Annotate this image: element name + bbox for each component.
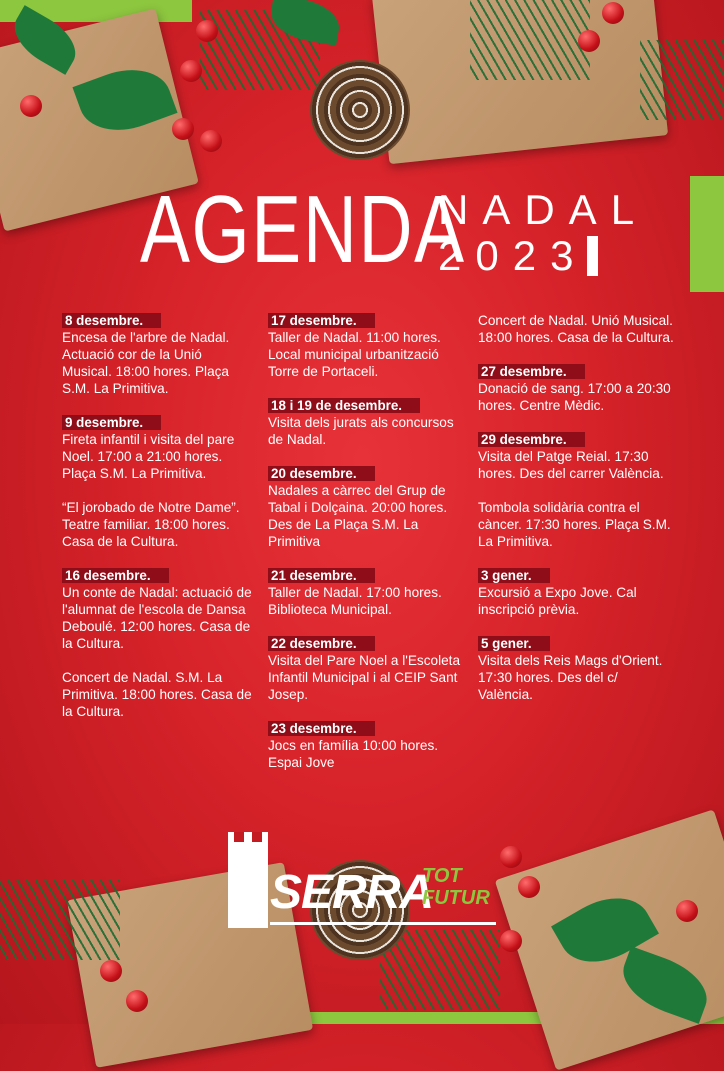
agenda-entry — [62, 499, 252, 550]
agenda-entry — [478, 635, 674, 703]
entry-date: 22 desembre. — [268, 636, 375, 651]
entry-text: Visita del Patge Reial. 17:30 hores. Des del carrer València. — [478, 449, 664, 481]
agenda-entry — [478, 499, 674, 550]
entry-text: Tombola solidària contra el càncer. 17:30 hores. Plaça S.M. La Primitiva. — [478, 500, 671, 549]
pine-branch-icon — [470, 0, 590, 80]
agenda-title — [140, 176, 649, 283]
pine-branch-icon — [0, 880, 120, 960]
entry-date: 17 desembre. — [268, 313, 375, 328]
entry-date: 21 desembre. — [268, 568, 375, 583]
logo-slogan-futur: FUTUR — [422, 887, 490, 909]
pinecone-icon — [310, 60, 410, 160]
entry-text: Taller de Nadal. 17:00 hores. Biblioteca Municipal. — [268, 585, 442, 617]
entry-text: Fireta infantil i visita del pare Noel. 17:00 a 21:00 hores. Plaça S.M. La Primitiva. — [62, 432, 235, 481]
agenda-column-1 — [62, 312, 252, 737]
entry-date: 5 gener. — [478, 636, 550, 651]
entry-text: Nadales a càrrec del Grup de Tabal i Dolçaina. 20:00 hores. Des de La Plaça S.M. La Primitiva — [268, 483, 448, 549]
entry-text: Un conte de Nadal: actuació de l'alumnat de l'escola de Dansa Deboulé. 12:00 hores. Casa de la Cultura. — [62, 585, 252, 651]
holly-berry-icon — [126, 990, 148, 1012]
logo-name: SERRA — [270, 866, 434, 919]
title-year-row — [438, 234, 598, 278]
entry-text: Encesa de l'arbre de Nadal. Actuació cor de la Unió Musical. 18:00 hores. Plaça S.M. La Primitiva. — [62, 330, 230, 396]
holly-berry-icon — [602, 2, 624, 24]
entry-text: Excursió a Expo Jove. Cal inscripció prèvia. — [478, 585, 637, 617]
holly-berry-icon — [20, 95, 42, 117]
agenda-entry — [268, 720, 464, 771]
agenda-entry — [268, 397, 464, 448]
entry-text: Visita dels Reis Mags d'Orient. 17:30 hores. Des del c/ València. — [478, 653, 663, 702]
title-agenda: AGENDA — [140, 176, 466, 283]
entry-text: Concert de Nadal. S.M. La Primitiva. 18:00 hores. Casa de la Cultura. — [62, 670, 252, 719]
entry-date: 16 desembre. — [62, 568, 169, 583]
entry-text: Visita dels jurats als concursos de Nadal. — [268, 415, 454, 447]
entry-date: 29 desembre. — [478, 432, 585, 447]
logo-underline — [270, 922, 496, 925]
agenda-entry — [62, 414, 252, 482]
tower-icon — [228, 832, 268, 928]
title-nadal: NADAL — [438, 186, 649, 233]
agenda-entry — [478, 431, 674, 482]
pine-branch-icon — [640, 40, 724, 120]
agenda-column-2 — [268, 312, 464, 788]
holly-berry-icon — [172, 118, 194, 140]
entry-text: Taller de Nadal. 11:00 hores. Local municipal urbanització Torre de Portaceli. — [268, 330, 441, 379]
title-white-block — [587, 236, 598, 276]
holly-berry-icon — [578, 30, 600, 52]
holly-berry-icon — [200, 130, 222, 152]
entry-text: “El jorobado de Notre Dame”. Teatre familiar. 18:00 hores. Casa de la Cultura. — [62, 500, 240, 549]
agenda-entry — [62, 567, 252, 652]
holly-berry-icon — [180, 60, 202, 82]
title-year: 2023 — [438, 232, 588, 279]
agenda-entry — [478, 312, 674, 346]
green-accent-bar-right — [690, 176, 724, 292]
holly-berry-icon — [676, 900, 698, 922]
agenda-entry — [478, 567, 674, 618]
entry-text: Donació de sang. 17:00 a 20:30 hores. Centre Mèdic. — [478, 381, 671, 413]
title-right-block — [438, 186, 649, 279]
entry-date: 8 desembre. — [62, 313, 161, 328]
entry-date: 9 desembre. — [62, 415, 161, 430]
entry-date: 23 desembre. — [268, 721, 375, 736]
agenda-entry — [478, 363, 674, 414]
entry-date: 18 i 19 de desembre. — [268, 398, 420, 413]
serra-logo — [226, 832, 506, 932]
entry-date: 3 gener. — [478, 568, 550, 583]
agenda-entry — [62, 312, 252, 397]
agenda-column-3 — [478, 312, 674, 720]
agenda-entry — [268, 312, 464, 380]
entry-text: Jocs en família 10:00 hores. Espai Jove — [268, 738, 439, 770]
holly-berry-icon — [518, 876, 540, 898]
logo-slogan-tot: TOT — [422, 865, 462, 887]
entry-date: 27 desembre. — [478, 364, 585, 379]
agenda-entry — [268, 635, 464, 703]
holly-berry-icon — [196, 20, 218, 42]
entry-text: Concert de Nadal. Unió Musical. 18:00 hores. Casa de la Cultura. — [478, 313, 674, 345]
holly-berry-icon — [100, 960, 122, 982]
agenda-entry — [268, 567, 464, 618]
entry-text: Visita del Pare Noel a l'Escoleta Infantil Municipal i al CEIP Sant Josep. — [268, 653, 461, 702]
entry-date: 20 desembre. — [268, 466, 375, 481]
agenda-entry — [62, 669, 252, 720]
holly-berry-icon — [500, 930, 522, 952]
agenda-entry — [268, 465, 464, 550]
